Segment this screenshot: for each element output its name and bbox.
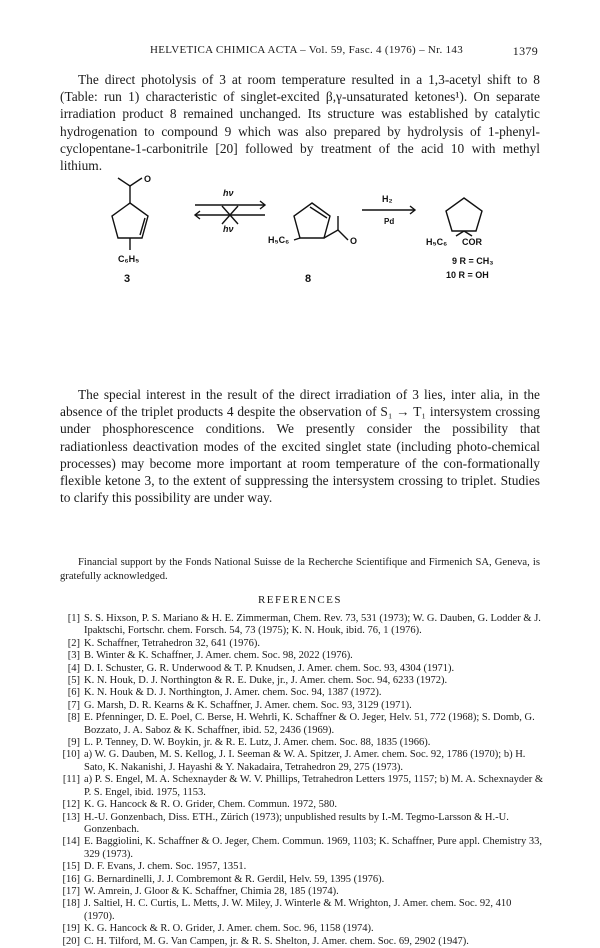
reference-number: [5] bbox=[67, 675, 80, 687]
reference-item bbox=[58, 675, 544, 687]
reference-number: [10] bbox=[62, 749, 80, 761]
reference-item bbox=[58, 700, 544, 712]
reference-text: G. Bernardinelli, J. J. Combremont & R. Gerdil, Helv. 59, 1395 (1976). bbox=[84, 873, 385, 885]
reference-item bbox=[58, 737, 544, 749]
reference-number: [8] bbox=[67, 712, 80, 724]
reference-item bbox=[58, 774, 544, 799]
compound-10-label: 10 R = OH bbox=[446, 270, 489, 280]
reference-text: D. I. Schuster, G. R. Underwood & T. P. Knudsen, J. Amer. chem. Soc. 93, 4304 (1971). bbox=[84, 662, 455, 674]
body-paragraph-1: The direct photolysis of 3 at room temperature resulted in a 1,3-acetyl shift to 8 (Table: run 1) characteristic of singlet-excited β,γ-unsaturated ketones¹). On separate irradiation product 8 remained unchanged. Its structure was established by catalytic hydrogenation to compound 9 which was also prepared by hydrolysis of 1-phenyl-cyclopentane-1-carbonitrile [20] followed by treatment of the acid 10 with methyl lithium. bbox=[60, 72, 540, 174]
compound-8-number: 8 bbox=[305, 273, 312, 283]
reference-item bbox=[58, 936, 544, 948]
reference-number: [2] bbox=[67, 637, 80, 649]
compound-9-ring bbox=[446, 198, 482, 231]
reference-number: [13] bbox=[62, 811, 80, 823]
compound-3-methyl bbox=[118, 178, 130, 186]
body-paragraph-2: The special interest in the result of the direct irradiation of 3 lies, inter alia, in the absence of the triplet products 4 despite the observation of S₁ → T₁ intersystem crossing under phosphorescence conditions. We presently consider the possibility that radiationless deactivation modes of the excited singlet state (including photo-chemical processes) may become more important at room temperature of the con-formationally flexible ketone 3, to the extent of suppressing the intersystem crossing to triplet. Studies to clarify this possibility are under way. bbox=[60, 387, 540, 506]
reference-item bbox=[58, 613, 544, 638]
compound-9-label: 9 R = CH₃ bbox=[452, 256, 494, 266]
compound-3-oxygen: O bbox=[144, 174, 152, 184]
journal-citation: HELVETICA CHIMICA ACTA – Vol. 59, Fasc. 4 (1976) – Nr. 143 bbox=[150, 44, 464, 56]
reference-item bbox=[58, 650, 544, 662]
reference-text: G. Marsh, D. R. Kearns & K. Schaffner, J. Amer. chem. Soc. 93, 3129 (1971). bbox=[84, 699, 412, 711]
reference-number: [14] bbox=[62, 836, 80, 848]
reference-item bbox=[58, 812, 544, 837]
arrow-hv-label-bottom: hν bbox=[223, 224, 234, 234]
reference-text: L. P. Tenney, D. W. Boykin, jr. & R. E. Lutz, J. Amer. chem. Soc. 88, 1835 (1966). bbox=[84, 737, 431, 749]
compound-9-phenyl: H₅C₆ bbox=[426, 237, 448, 247]
reference-number: [16] bbox=[62, 873, 80, 885]
reference-text: W. Amrein, J. Gloor & K. Schaffner, Chimia 28, 185 (1974). bbox=[84, 885, 339, 897]
reference-number: [3] bbox=[67, 650, 80, 662]
reference-text: D. F. Evans, J. chem. Soc. 1957, 1351. bbox=[84, 861, 247, 873]
reference-text: J. Saltiel, H. C. Curtis, L. Metts, J. W. Miley, J. Winterle & M. Wrighton, J. Amer. chem. Soc. 92, 410 (1970). bbox=[84, 898, 512, 922]
compound-9-cor: COR bbox=[462, 237, 482, 247]
arrow-hv-label-top: hν bbox=[223, 188, 234, 198]
reference-item bbox=[58, 687, 544, 699]
acknowledgement: Financial support by the Fonds National Suisse de la Recherche Scientifique and Firmenich SA, Geneva, is gratefully acknowledged. bbox=[60, 557, 540, 583]
compound-8-oxygen: O bbox=[350, 236, 358, 246]
reference-text: B. Winter & K. Schaffner, J. Amer. chem. Soc. 98, 2022 (1976). bbox=[84, 650, 353, 662]
references-heading: REFERENCES bbox=[257, 594, 343, 606]
reference-text: K. Schaffner, Tetrahedron 32, 641 (1976). bbox=[84, 637, 261, 649]
reference-item bbox=[58, 923, 544, 935]
reference-text: C. H. Tilford, M. G. Van Campen, jr. & R. S. Shelton, J. Amer. chem. Soc. 69, 2902 (1947). bbox=[84, 935, 469, 947]
reference-text: K. N. Houk, D. J. Northington & R. E. Duke, jr., J. Amer. chem. Soc. 94, 6233 (1972). bbox=[84, 675, 448, 687]
reference-number: [15] bbox=[62, 861, 80, 873]
compound-3-phenyl: C₆H₅ bbox=[118, 254, 140, 264]
h2-label: H₂ bbox=[382, 194, 393, 204]
reference-list bbox=[58, 613, 544, 948]
reference-text: K. G. Hancock & R. O. Grider, Chem. Commun. 1972, 580. bbox=[84, 799, 338, 811]
reference-number: [20] bbox=[62, 935, 80, 947]
reference-text: K. G. Hancock & R. O. Grider, J. Amer. chem. Soc. 96, 1158 (1974). bbox=[84, 923, 374, 935]
reference-number: [11] bbox=[62, 774, 80, 786]
reference-number: [17] bbox=[62, 885, 80, 897]
reference-item bbox=[58, 898, 544, 923]
compound-8-phenyl: H₅C₆ bbox=[268, 235, 290, 245]
reference-number: [19] bbox=[62, 923, 80, 935]
reference-number: [6] bbox=[67, 687, 80, 699]
reference-item bbox=[58, 836, 544, 861]
reference-number: [7] bbox=[67, 699, 80, 711]
reference-text: H.-U. Gonzenbach, Diss. ETH., Zürich (1973); unpublished results by I.-M. Tegmo-Larsson & H.-U. Gonzenbach. bbox=[84, 811, 509, 835]
page-number: 1379 bbox=[512, 44, 538, 58]
compound-3-number: 3 bbox=[124, 273, 131, 283]
reference-item bbox=[58, 749, 544, 774]
reference-item bbox=[58, 663, 544, 675]
reference-text: E. Baggiolini, K. Schaffner & O. Jeger, Chem. Commun. 1969, 1103; K. Schaffner, Pure appl. Chemistry 33, 329 (1973). bbox=[84, 836, 542, 860]
reference-item bbox=[58, 638, 544, 650]
reference-item bbox=[58, 712, 544, 737]
reference-text: a) W. G. Dauben, M. S. Kellog, J. I. Seeman & W. A. Spitzer, J. Amer. chem. Soc. 92, 1786 (1970); b) H. Sato, K. Nakanishi, J. Hayashi & Y. Nakadaira, Tetrahedron 29, 275 (1973). bbox=[84, 749, 526, 773]
reference-text: S. S. Hixson, P. S. Mariano & H. E. Zimmerman, Chem. Rev. 73, 531 (1973); W. G. Dauben, G. Lodder & J. Ipaktschi, Fortschr. chem. Forsch. 54, 73 (1975); K. N. Houk, ibid. 76, 1 (1976). bbox=[84, 613, 541, 637]
reference-number: [12] bbox=[62, 799, 80, 811]
compound-3-ring bbox=[112, 203, 148, 238]
reference-text: K. N. Houk & D. J. Northington, J. Amer. chem. Soc. 94, 1387 (1972). bbox=[84, 687, 382, 699]
reference-number: [4] bbox=[67, 662, 80, 674]
pd-label: Pd bbox=[384, 217, 395, 226]
reaction-scheme bbox=[100, 168, 520, 283]
reference-item bbox=[58, 861, 544, 873]
reference-number: [9] bbox=[67, 737, 80, 749]
reference-item bbox=[58, 874, 544, 886]
reference-number: [1] bbox=[67, 613, 80, 624]
reference-number: [18] bbox=[62, 898, 80, 910]
reference-item bbox=[58, 799, 544, 811]
reference-text: a) P. S. Engel, M. A. Schexnayder & W. V. Phillips, Tetrahedron Letters 1975, 1157; b) M. A. Schexnayder & P. S. Engel, ibid. 1975, 1153. bbox=[84, 774, 544, 798]
compound-3-double-bond bbox=[140, 218, 145, 235]
reference-text: E. Pfenninger, D. E. Poel, C. Berse, H. Wehrli, K. Schaffner & O. Jeger, Helv. 51, 772 (1968); S. Domb, G. Bozzato, J. A. Saboz & K. Schaffner, ibid. 52, 2436 (1969). bbox=[84, 712, 535, 736]
